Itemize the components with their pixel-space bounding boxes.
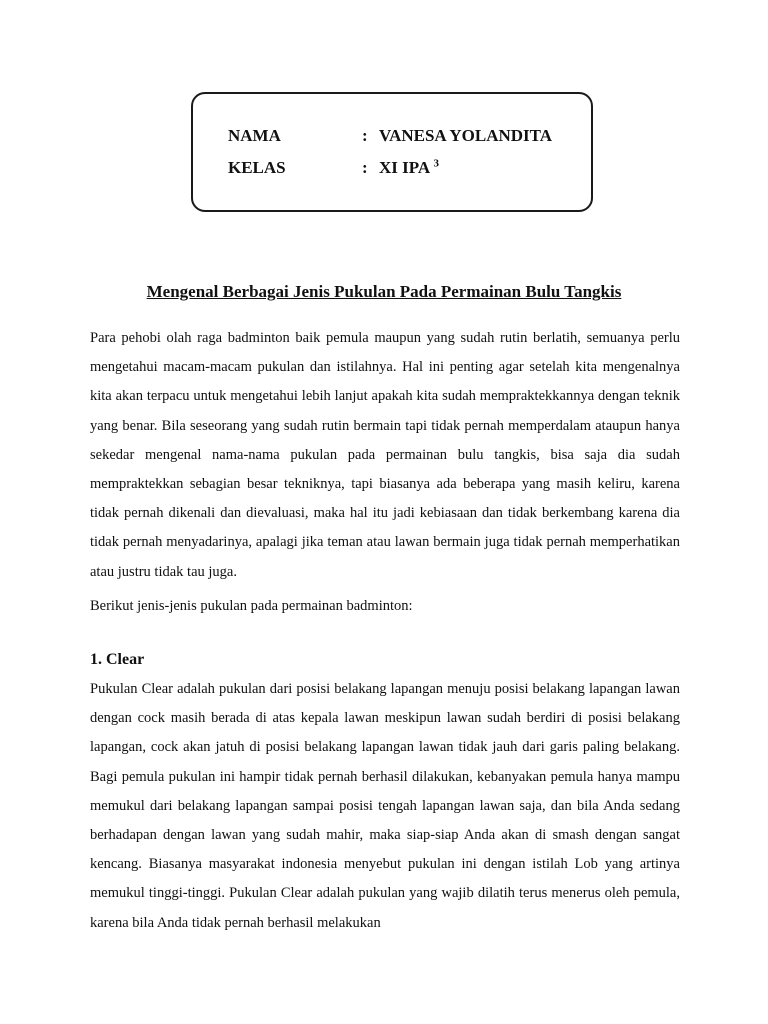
name-value: VANESA YOLANDITA	[379, 126, 553, 145]
identity-box	[191, 92, 593, 212]
class-label: KELAS	[228, 158, 286, 177]
class-superscript: 3	[433, 157, 439, 170]
document-title: Mengenal Berbagai Jenis Pukulan Pada Permainan Bulu Tangkis	[146, 282, 622, 301]
list-intro: Berikut jenis-jenis pukulan pada permainan badminton:	[90, 598, 413, 614]
class-value-wrap	[379, 158, 439, 178]
section-heading-clear: 1. Clear	[90, 651, 145, 668]
class-separator: :	[362, 158, 368, 177]
intro-paragraph: Para pehobi olah raga badminton baik pemula maupun yang sudah rutin berlatih, semuanya perlu mengetahui macam-macam pukulan dan istilahnya. Hal ini penting agar setelah kita mengenalnya kita akan terpacu untuk mengetahui lebih lanjut apakah kita sudah mempraktekkannya dengan teknik yang benar. Bila seseorang yang sudah rutin bermain tapi tidak pernah memperdalam ataupun hanya sekedar mengenal nama-nama pukulan pada permainan bulu tangkis, bisa saja dia sudah mempraktekkan sebagian besar tekniknya, tapi biasanya ada beberapa yang masih keliru, karena tidak pernah dikenali dan dievaluasi, maka hal itu jadi kebiasaan dan tidak berkembang karena dia tidak pernah menyadarinya, apalagi jika teman atau lawan bermain juga tidak pernah memperhatikan atau justru tidak tau juga.	[90, 330, 680, 580]
class-value: XI IPA	[379, 158, 430, 177]
name-separator: :	[362, 126, 368, 145]
name-label: NAMA	[228, 126, 281, 145]
section-paragraph-clear: Pukulan Clear adalah pukulan dari posisi belakang lapangan menuju posisi belakang lapangan lawan dengan cock masih berada di atas kepala lawan meskipun lawan sudah berdiri di posisi belakang lapangan, cock akan jatuh di posisi belakang lapangan lawan tidak jauh dari garis paling belakang. Bagi pemula pukulan ini hampir tidak pernah berhasil dilakukan, kebanyakan pemula hanya mampu memukul dari belakang lapangan sampai posisi tengah lapangan lawan saja, dan bila Anda sedang berhadapan dengan lawan yang sudah mahir, maka siap-siap Anda akan di smash dengan sangat kencang. Biasanya masyarakat indonesia menyebut pukulan ini dengan istilah Lob yang artinya memukul tinggi-tinggi. Pukulan Clear adalah pukulan yang wajib dilatih terus menerus oleh pemula, karena bila Anda tidak pernah berhasil melakukan	[90, 681, 680, 931]
